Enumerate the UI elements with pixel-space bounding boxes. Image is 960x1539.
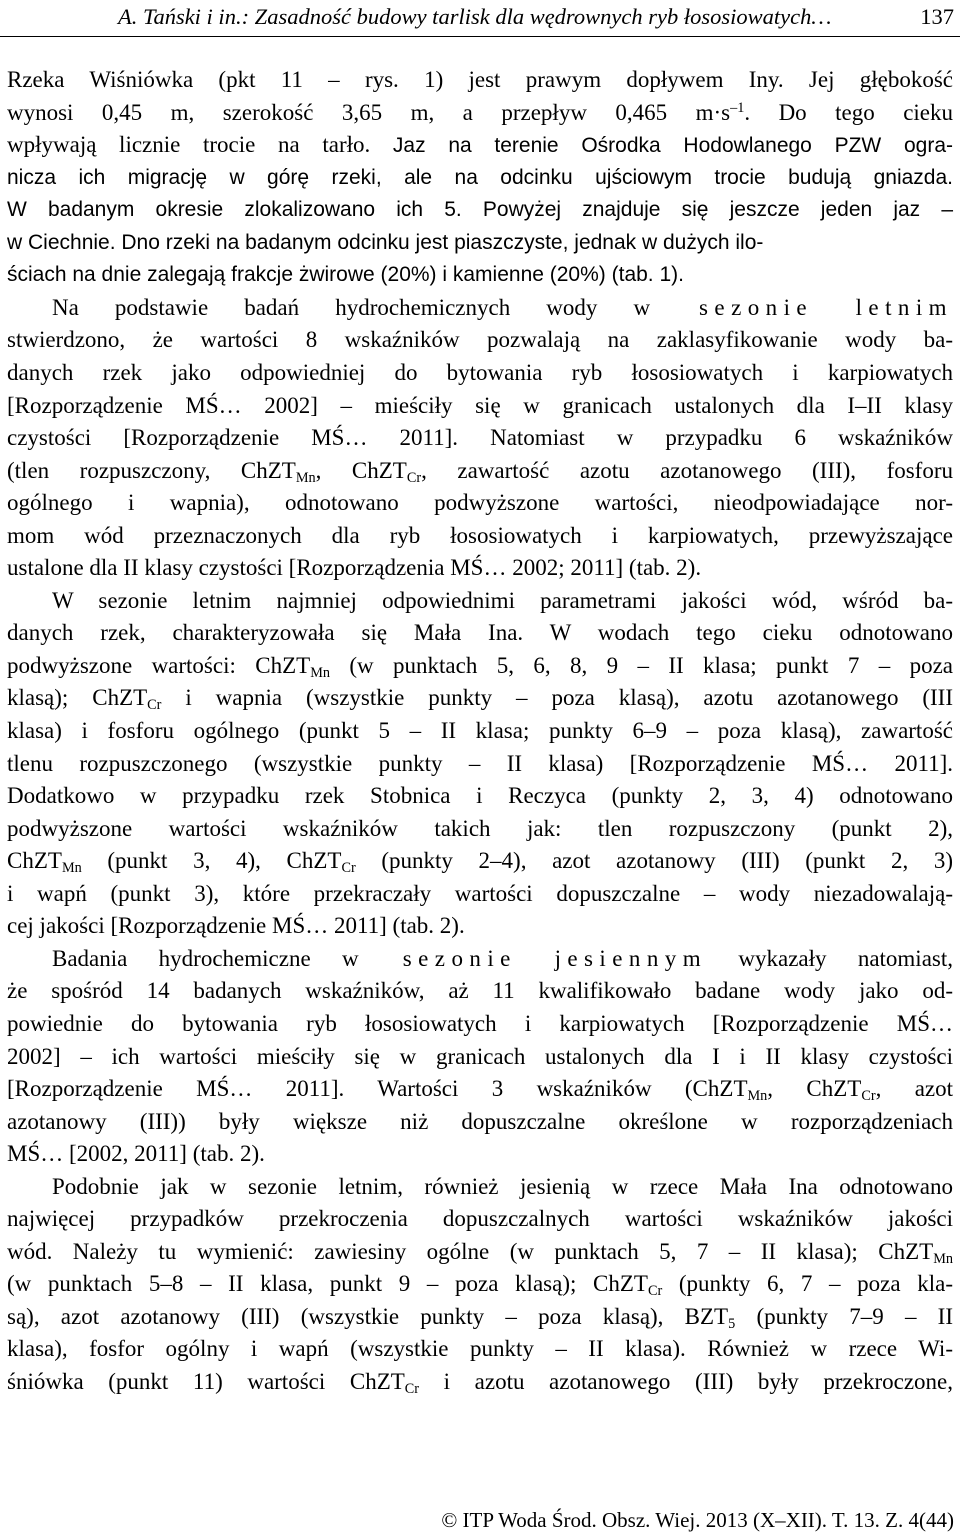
text-line — [7, 455, 953, 488]
subscript: 5 — [728, 1315, 736, 1332]
text-run: są), azot azotanowy (III) (wszystkie punkty – poza klasą), BZT — [7, 1303, 729, 1329]
text-run: i wapnia (wszystkie punkty – poza klasą), azotu azotanowego (III — [161, 685, 953, 711]
text-line — [7, 1106, 953, 1139]
text-line — [7, 162, 953, 195]
text-line — [7, 357, 953, 390]
text-line — [7, 194, 953, 227]
running-header — [0, 2, 960, 36]
text-run: śniówka (punkt 11) wartości ChZT — [7, 1369, 405, 1394]
text-line — [7, 259, 953, 292]
text-run: klasa) i fosforu ogólnego (punkt 5 – II klasa; punkty 6–9 – poza klasą), zawartość — [7, 718, 953, 743]
text-run: [Rozporządzenie MŚ… 2002] – mieściły się w granicach ustalonych dla I–II klasy — [7, 392, 953, 418]
subscript: Cr — [406, 469, 422, 486]
text-run: (punkty 7–9 – II — [735, 1303, 954, 1329]
text-line — [7, 1008, 953, 1041]
text-run: , ChZT — [315, 457, 407, 483]
text-line — [7, 1333, 953, 1366]
text-line — [7, 650, 953, 683]
text-run: , azot — [875, 1076, 953, 1101]
text-run: tlenu rozpuszczonego (wszystkie punkty – II klasa) [Rozporządzenie MŚ… 2011]. — [7, 750, 953, 776]
text-run: . Do tego cieku — [744, 99, 954, 125]
text-line — [52, 292, 953, 325]
text-run: że spośród 14 badanych wskaźników, aż 11 kwalifikowało badane wody jako od- — [7, 978, 953, 1004]
text-line — [7, 1268, 953, 1301]
subscript: Mn — [295, 469, 316, 486]
page-number: 137 — [920, 4, 954, 29]
text-line — [7, 1236, 953, 1269]
text-run: danych rzek, charakteryzowała się Mała Ina. W wodach tego cieku odnotowano — [7, 620, 953, 646]
header-rule — [0, 36, 960, 37]
text-run: podwyższone wartości: ChZT — [7, 652, 311, 678]
text-run: W badanym okresie zlokalizowano ich 5. Powyżej znajduje się jeszcze jeden jaz – — [7, 198, 953, 222]
text-run: wykazały natomiast, — [707, 945, 954, 971]
text-line — [7, 682, 953, 715]
text-run: stwierdzono, że wartości 8 wskaźników pozwalają na zaklasyfikowanie wody ba- — [7, 327, 953, 353]
text-line — [7, 1203, 953, 1236]
text-run: i wapń (punkt 3), które przekraczały wartości dopuszczalne – wody niezadowalają- — [7, 880, 953, 906]
text-line — [7, 813, 953, 846]
text-run: (tlen rozpuszczony, ChZT — [7, 457, 296, 483]
text-line — [7, 324, 953, 357]
subscript: Cr — [647, 1283, 663, 1300]
text-run: Dodatkowo w przypadku rzek Stobnica i Reczyca (punkty 2, 3, 4) odnotowano — [7, 783, 953, 809]
text-line — [7, 227, 953, 260]
text-line — [7, 390, 953, 423]
text-run: klasą); ChZT — [7, 685, 148, 711]
text-line — [7, 845, 953, 878]
text-run: Rzeka Wiśniówka (pkt 11 – rys. 1) jest prawym dopływem Iny. Jej głębokość — [7, 67, 953, 92]
text-run: Podobnie jak w sezonie letnim, również jesienią w rzece Mała Ina odnotowano — [52, 1173, 953, 1199]
text-run: (punkty 6, 7 – poza kla- — [662, 1271, 953, 1297]
subscript: Cr — [147, 697, 162, 714]
text-run: (punkt 3, 4), ChZT — [81, 848, 342, 874]
text-run: (w punktach 5–8 – II klasa, punkt 9 – poza klasą); ChZT — [7, 1271, 648, 1297]
text-line — [7, 748, 953, 781]
text-line — [7, 715, 953, 748]
text-line — [7, 975, 953, 1008]
text-run: Na podstawie badań hydrochemicznych wody — [52, 294, 634, 320]
superscript: –1 — [730, 99, 745, 116]
text-run: Badania hydrochemiczne — [52, 945, 342, 971]
text-run: podwyższone wartości wskaźników takich jak: tlen rozpuszczony (punkt 2), — [7, 815, 953, 841]
text-line — [7, 64, 953, 97]
text-run: 2002] – ich wartości mieściły się w granicach ustalonych dla I i II klasy czystości — [7, 1043, 953, 1069]
text-line — [7, 552, 953, 585]
text-run: cej jakości [Rozporządzenie MŚ… 2011] (tab. 2). — [7, 913, 465, 939]
text-run: w Ciechnie. — [7, 230, 122, 254]
text-run: najwięcej przypadków przekroczenia dopuszczalnych wartości wskaźników jakości — [7, 1206, 953, 1232]
subscript: Cr — [404, 1380, 420, 1397]
text-run: klasa), fosfor ogólny i wapń (wszystkie punkty – II klasa). Również w rzece Wi- — [7, 1336, 953, 1362]
text-run: nicza ich migrację w górę rzeki, ale na odcinku ujściowym trocie budują gniazda. — [7, 165, 953, 189]
text-run: ogólnego i wapnia), odnotowano podwyższone wartości, nieodpowiadające nor- — [7, 490, 953, 516]
running-title: A. Tański i in.: Zasadność budowy tarlisk dla wędrownych ryb łososiowatych… — [118, 4, 832, 29]
subscript: Mn — [310, 664, 330, 681]
text-run: wpływają licznie trocie na tarło. — [7, 132, 393, 158]
text-line — [7, 1041, 953, 1074]
text-line — [7, 1073, 953, 1106]
text-run: danych rzek jako odpowiedniej do bytowania ryb łososiowatych i karpiowatych — [7, 359, 953, 385]
text-line — [7, 910, 953, 943]
text-line — [52, 1171, 953, 1204]
text-run: (w punktach 5, 6, 8, 9 – II klasa; punkt 7 – poza — [329, 652, 953, 678]
text-run: [Rozporządzenie MŚ… 2011]. Wartości 3 wskaźników (ChZT — [7, 1076, 748, 1101]
text-line — [7, 129, 953, 162]
text-run: MŚ… [2002, 2011] (tab. 2). — [7, 1141, 265, 1167]
text-run: mom wód przeznaczonych dla ryb łososiowatych i karpiowatych, przewyższające — [7, 522, 953, 548]
text-line — [52, 943, 953, 976]
text-run: ściach na dnie zalegają frakcje żwirowe (20%) i kamienne (20%) (tab. 1). — [7, 263, 684, 287]
text-run: , zawartość azotu azotanowego (III), fosforu — [421, 457, 953, 483]
text-line — [7, 487, 953, 520]
subscript: Cr — [861, 1087, 876, 1104]
text-run: w sezonie jesiennym — [341, 945, 708, 971]
text-line — [7, 1138, 953, 1171]
text-line — [7, 617, 953, 650]
text-run: Jaz na terenie Ośrodka Hodowlanego PZW ogra- — [392, 134, 953, 158]
text-line — [7, 1301, 953, 1334]
text-line — [52, 585, 953, 618]
text-line — [7, 97, 953, 130]
subscript: Cr — [341, 860, 356, 877]
text-run: powiednie do bytowania ryb łososiowatych i karpiowatych [Rozporządzenie MŚ… — [7, 1010, 953, 1036]
text-run: ustalone dla II klasy czystości [Rozporządzenia MŚ… 2002; 2011] (tab. 2). — [7, 555, 702, 581]
text-run: , ChZT — [767, 1076, 862, 1101]
text-run: ChZT — [7, 848, 62, 874]
text-line — [7, 520, 953, 553]
text-run: wód. Należy tu wymienić: zawiesiny ogólne (w punktach 5, 7 – II klasa); ChZT — [7, 1238, 934, 1264]
text-line — [7, 878, 953, 911]
text-line — [7, 1366, 953, 1399]
text-run: i azotu azotanowego (III) były przekroczone, — [419, 1369, 954, 1394]
subscript: Mn — [933, 1250, 953, 1267]
text-run: czystości [Rozporządzenie MŚ… 2011]. Natomiast w przypadku 6 wskaźników — [7, 425, 953, 450]
text-run: w sezonie letnim — [633, 294, 954, 320]
footer-copyright: © ITP Woda Środ. Obsz. Wiej. 2013 (X–XII). T. 13. Z. 4(44) — [441, 1508, 954, 1532]
text-line — [7, 780, 953, 813]
text-run: W sezonie letnim najmniej odpowiednimi parametrami jakości wód, wśród ba- — [52, 587, 953, 613]
text-line — [7, 422, 953, 455]
text-run: wynosi 0,45 m, szerokość 3,65 m, a przepływ 0,465 m·s — [7, 99, 731, 125]
subscript: Mn — [61, 860, 82, 877]
text-run: Dno rzeki na badanym odcinku jest piaszczyste, jednak w dużych ilo- — [121, 230, 764, 254]
text-run: (punkty 2–4), azot azotanowy (III) (punkt 2, 3) — [355, 848, 953, 874]
text-run: azotanowy (III)) były większe niż dopuszczalne określone w rozporządzeniach — [7, 1108, 953, 1134]
subscript: Mn — [747, 1087, 768, 1104]
